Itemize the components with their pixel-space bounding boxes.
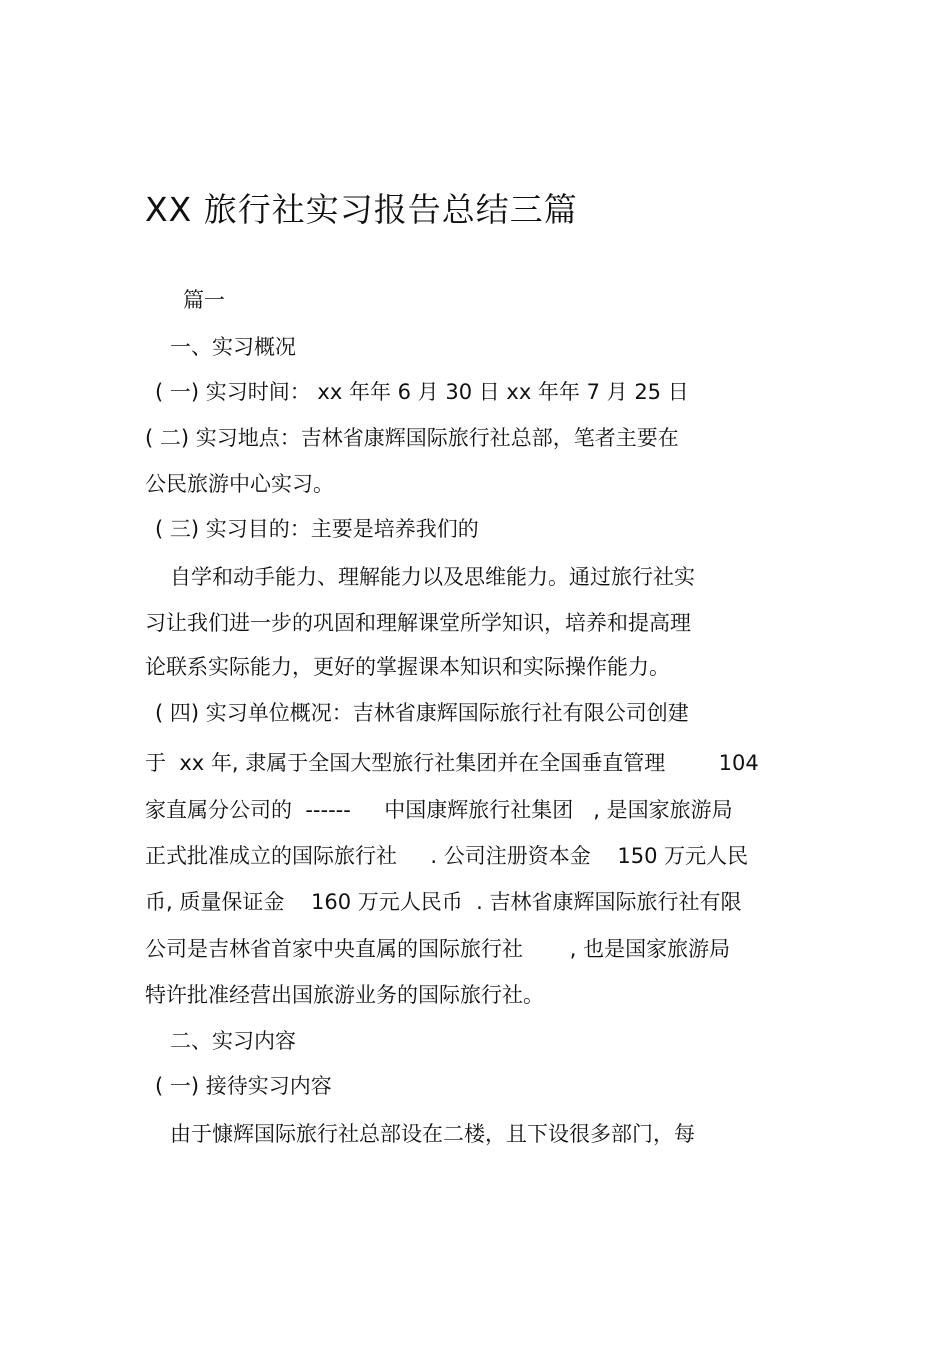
paragraph-line: 公司是吉林省首家中央直属的国际旅行社 , 也是国家旅游局 <box>145 937 731 961</box>
heading-internship-overview: 一、实习概况 <box>170 335 296 359</box>
subheading-reception: ( 一) 接待实习内容 <box>155 1074 332 1098</box>
paragraph-line: 公民旅游中心实习。 <box>145 472 334 496</box>
paragraph-line: 自学和动手能力、理解能力以及思维能力。通过旅行社实 <box>170 565 695 589</box>
paragraph-line: 家直属分公司的 ------ 中国康辉旅行社集团 , 是国家旅游局 <box>145 798 733 822</box>
company-overview: ( 四) 实习单位概况：吉林省康辉国际旅行社有限公司创建 <box>155 701 689 725</box>
paragraph-line: 特许批准经营出国旅游业务的国际旅行社。 <box>145 983 544 1007</box>
paragraph-line: 币, 质量保证金 160 万元人民币 . 吉林省康辉国际旅行社有限 <box>145 890 742 914</box>
document-title: XX 旅行社实习报告总结三篇 <box>145 190 578 229</box>
paragraph-line: 习让我们进一步的巩固和理解课堂所学知识，培养和提高理 <box>145 611 691 635</box>
paragraph-line: 由于慷辉国际旅行社总部设在二楼，且下设很多部门，每 <box>170 1122 695 1146</box>
paragraph-line: 于 xx 年, 隶属于全国大型旅行社集团并在全国垂直管理 104 <box>145 751 759 775</box>
internship-time: ( 一) 实习时间： xx 年年 6 月 30 日 xx 年年 7 月 25 日 <box>155 380 689 404</box>
section-heading-pian-yi: 篇一 <box>183 288 225 312</box>
internship-location: ( 二) 实习地点：吉林省康辉国际旅行社总部，笔者主要在 <box>145 426 679 450</box>
heading-internship-content: 二、实习内容 <box>170 1029 296 1053</box>
paragraph-line: 正式批准成立的国际旅行社 . 公司注册资本金 150 万元人民 <box>145 844 749 868</box>
paragraph-line: 论联系实际能力，更好的掌握课本知识和实际操作能力。 <box>145 655 670 679</box>
internship-purpose: ( 三) 实习目的：主要是培养我们的 <box>155 517 479 541</box>
